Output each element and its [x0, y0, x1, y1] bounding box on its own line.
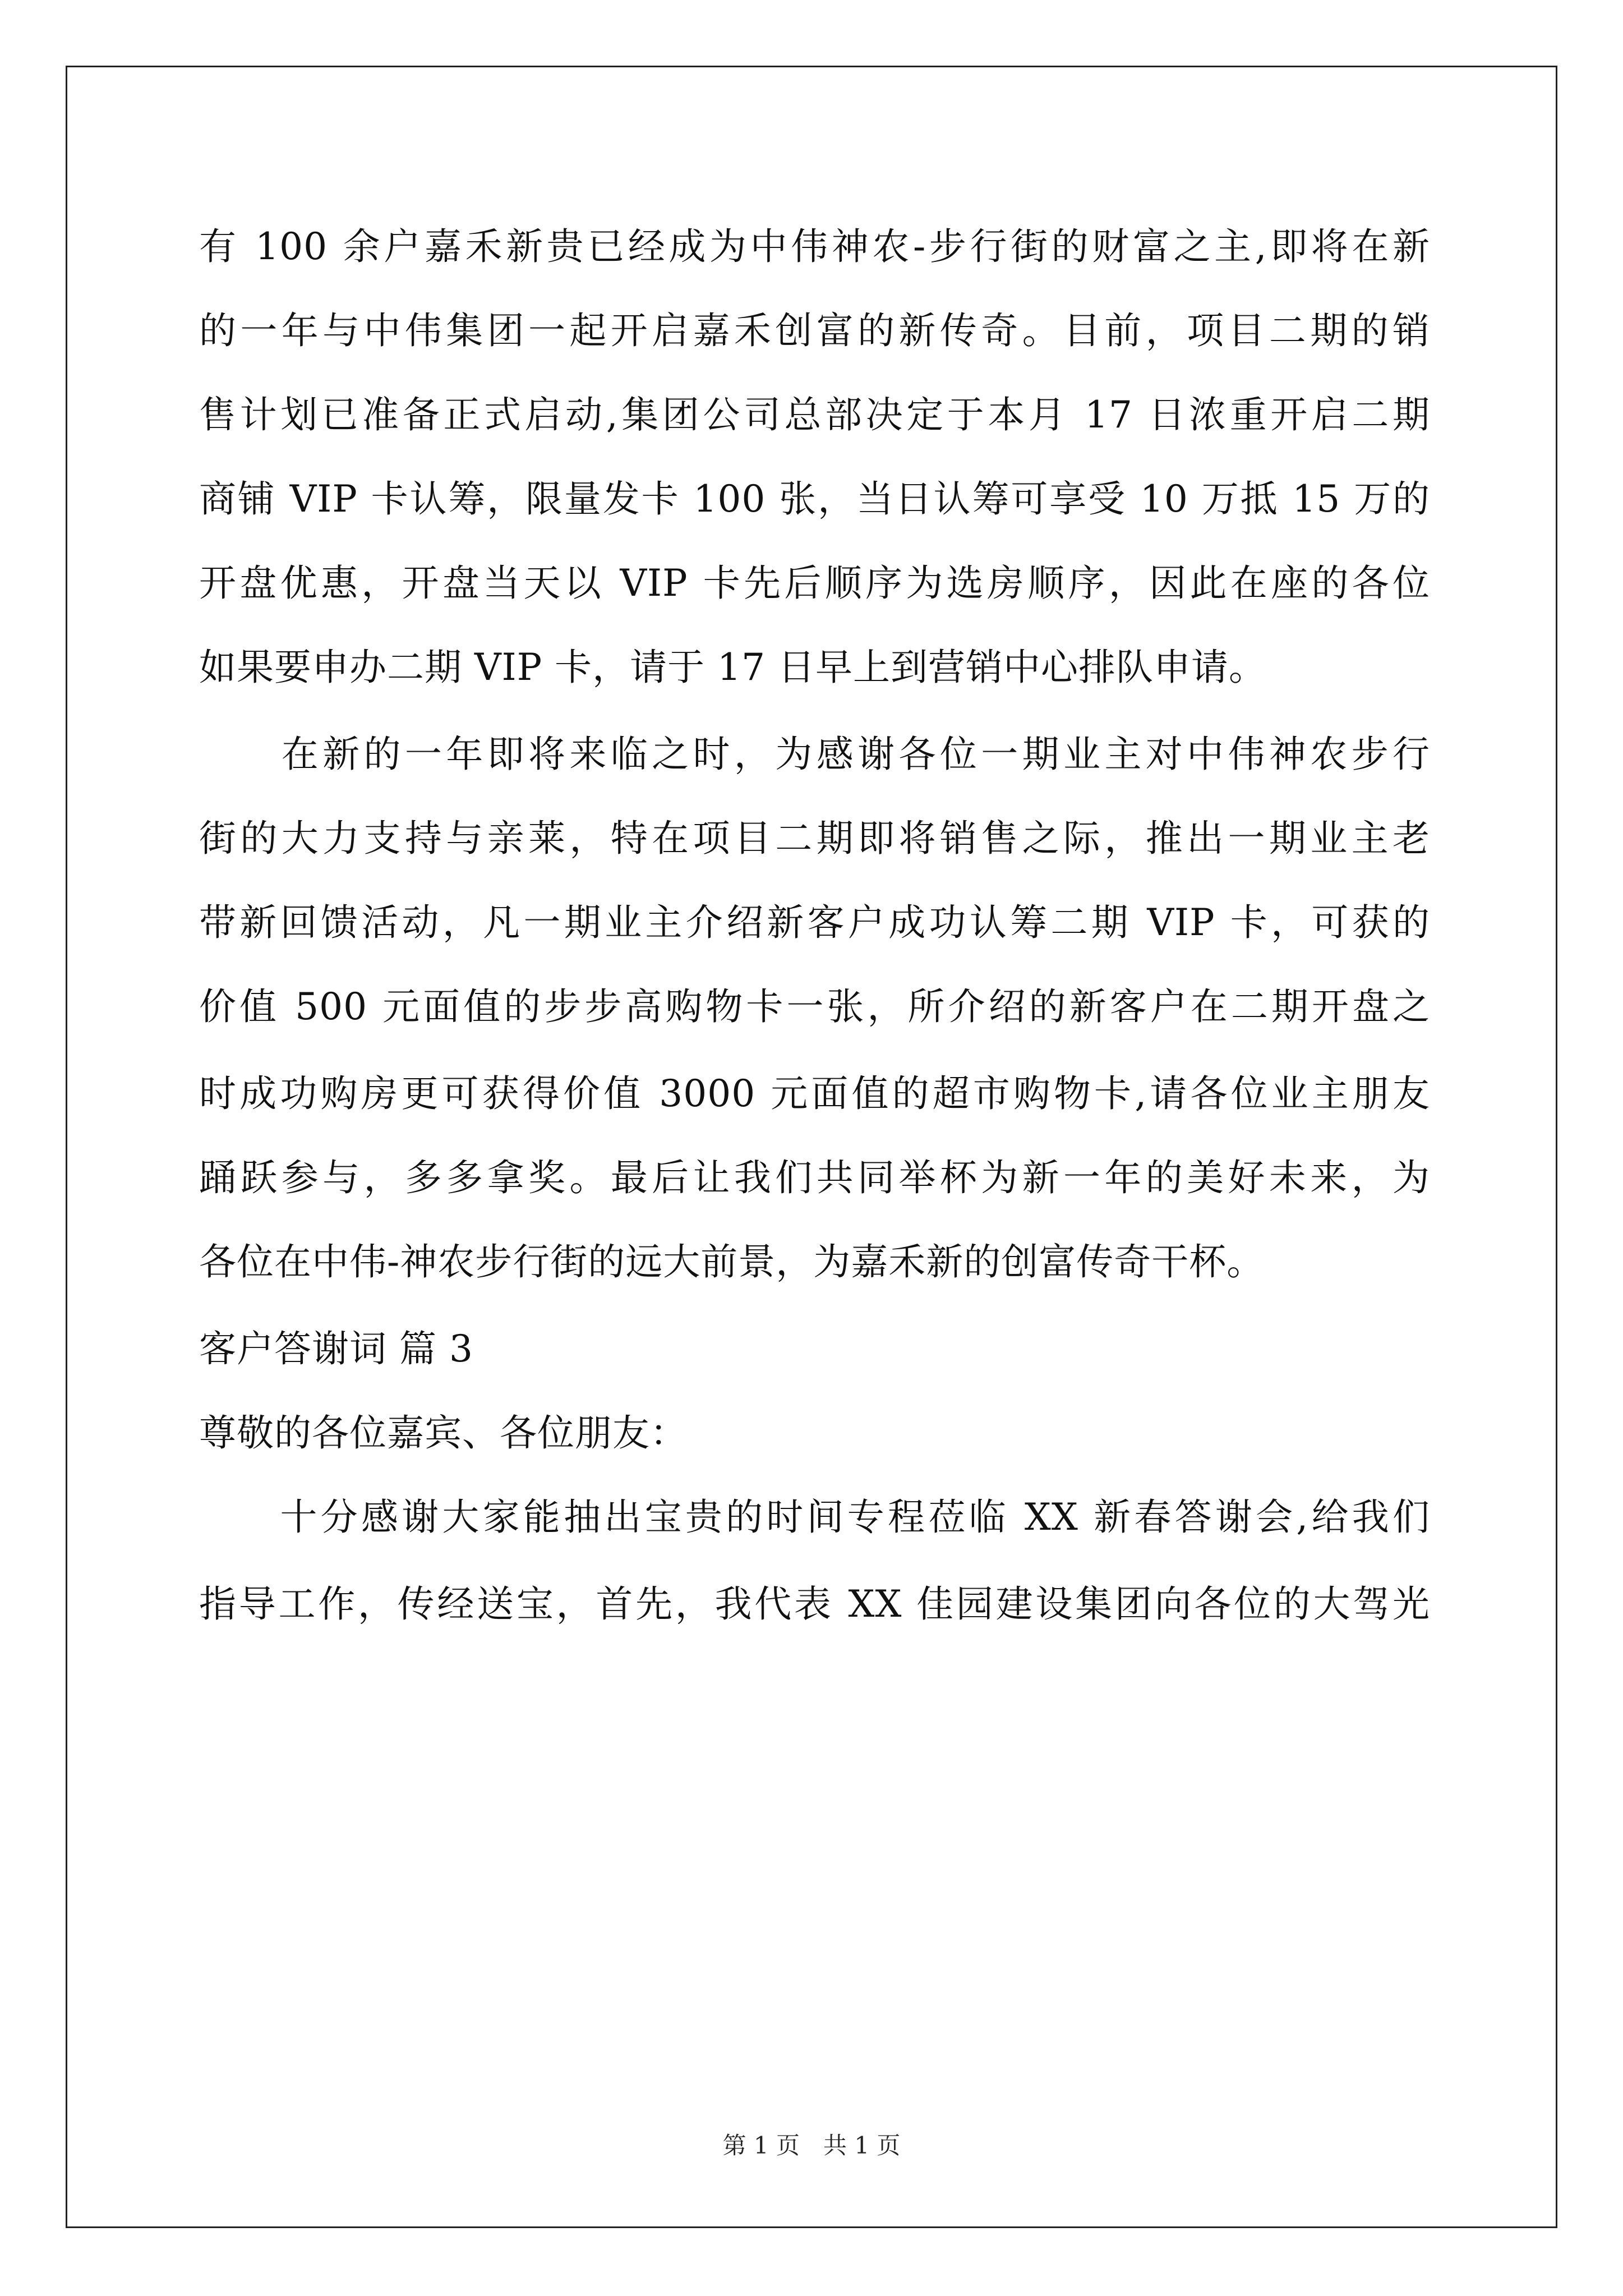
text-line: 商铺 VIP 卡认筹，限量发卡 100 张，当日认筹可享受 10 万抵 15 万的 [199, 477, 1430, 521]
text-line: 指导工作，传经送宝，首先，我代表 XX 佳园建设集团向各位的大驾光 [199, 1582, 1430, 1626]
text-line: 有 100 余户嘉禾新贵已经成为中伟神农-步行街的财富之主,即将在新 [199, 225, 1430, 268]
text-line: 十分感谢大家能抽出宝贵的时间专程莅临 XX 新春答谢会,给我们 [199, 1496, 1430, 1539]
text-line: 的一年与中伟集团一起开启嘉禾创富的新传奇。目前，项目二期的销 [199, 309, 1430, 352]
page-footer: 第 1 页 共 1 页 [722, 2132, 901, 2159]
text-line: 时成功购房更可获得价值 3000 元面值的超市购物卡,请各位业主朋友 [199, 1072, 1430, 1115]
text-line: 带新回馈活动，凡一期业主介绍新客户成功认筹二期 VIP 卡，可获的 [199, 901, 1430, 944]
text-line: 如果要申办二期 VIP 卡，请于 17 日早上到营销中心排队申请。 [199, 646, 1267, 689]
text-line: 开盘优惠，开盘当天以 VIP 卡先后顺序为选房顺序，因此在座的各位 [199, 562, 1430, 605]
text-line: 价值 500 元面值的步步高购物卡一张，所介绍的新客户在二期开盘之 [199, 985, 1430, 1028]
text-line: 各位在中伟-神农步行街的远大前景，为嘉禾新的创富传奇干杯。 [199, 1240, 1265, 1283]
text-line: 在新的一年即将来临之时，为感谢各位一期业主对中伟神农步行 [199, 733, 1430, 776]
section-heading: 客户答谢词 篇 3 [199, 1327, 473, 1370]
text-line: 踊跃参与，多多拿奖。最后让我们共同举杯为新一年的美好未来，为 [199, 1156, 1430, 1199]
text-line: 街的大力支持与亲莱，特在项目二期即将销售之际，推出一期业主老 [199, 817, 1430, 860]
text-line: 售计划已准备正式启动,集团公司总部决定于本月 17 日浓重开启二期 [199, 393, 1430, 436]
salutation: 尊敬的各位嘉宾、各位朋友： [199, 1411, 688, 1455]
